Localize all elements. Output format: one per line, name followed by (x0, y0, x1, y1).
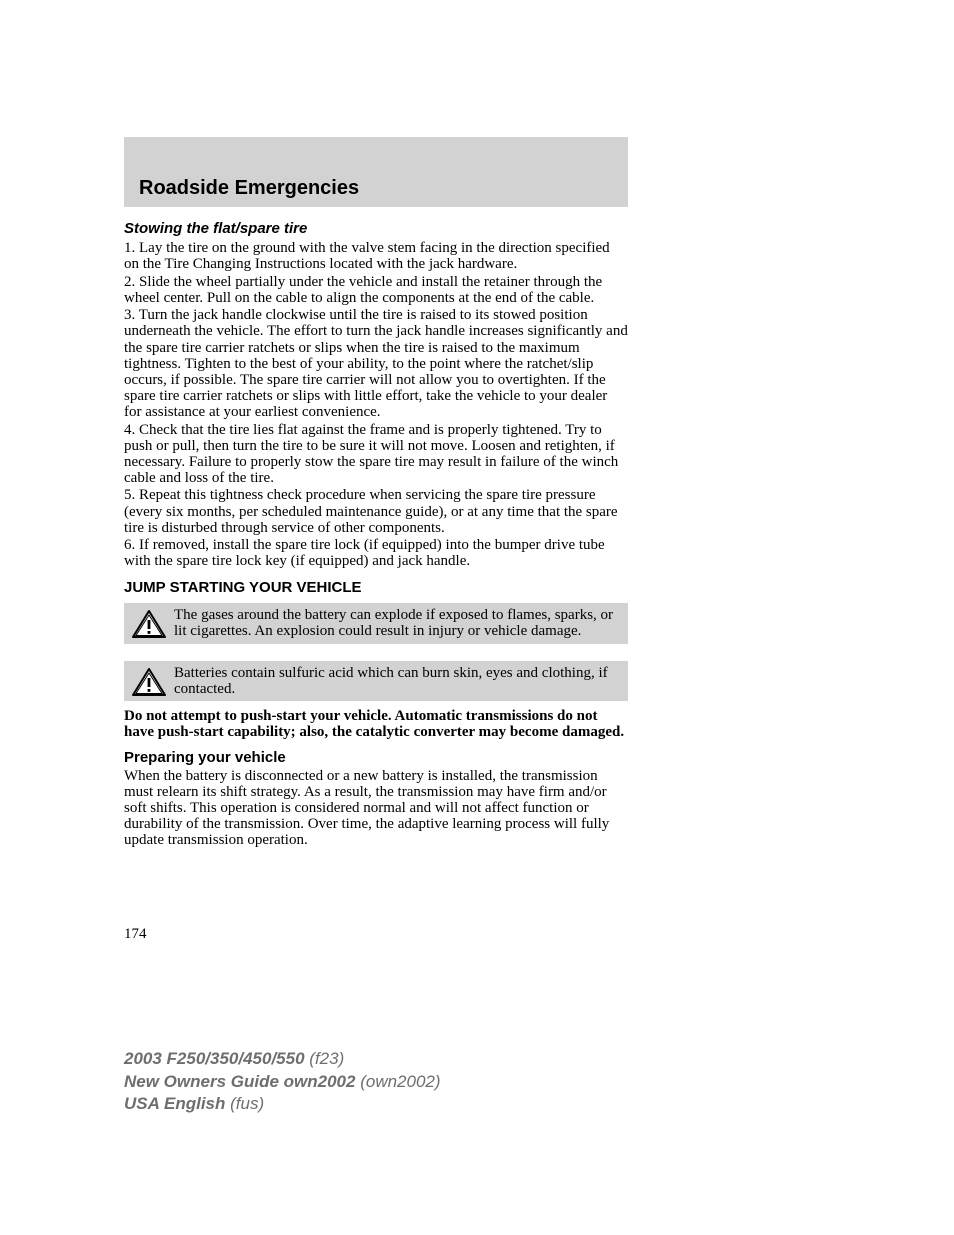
footer-language-code: (fus) (230, 1094, 265, 1113)
stowing-step: 3. Turn the jack handle clockwise until the tire is raised to its stowed position underneath the vehicle. The effort to turn the jack handle increases significantly and the spare tire carrier ratchets or slips when the tire is raised to the maximum tightness. Tighten to the best of your ability, to the point where the ratchet/slip occurs, if possible. The spare tire carrier will not allow you to overtighten. If the spare tire carrier ratchets or slips with little effort, take the vehicle to your dealer for assistance at your earliest convenience. (124, 307, 628, 420)
warning-box (124, 661, 628, 701)
page-content (124, 220, 628, 848)
page-number: 174 (124, 926, 147, 942)
footer-guide-code: (own2002) (360, 1071, 441, 1091)
stowing-step: 5. Repeat this tightness check procedure when servicing the spare tire pressure (every six months, per scheduled maintenance guide), or at any time that the spare tire is disturbed through service of other components. (124, 487, 618, 536)
warning-text: Batteries contain sulfuric acid which can burn skin, eyes and clothing, if contacted. (174, 664, 608, 697)
section-title: Roadside Emergencies (139, 177, 360, 199)
footer-line (124, 1093, 441, 1116)
stowing-step: 1. Lay the tire on the ground with the valve stem facing in the direction specified on the Tire Changing Instructions located with the jack hardware. (124, 240, 610, 273)
document-footer (124, 1048, 441, 1116)
footer-language: USA English (124, 1094, 226, 1113)
footer-model: 2003 F250/350/450/550 (124, 1049, 305, 1068)
footer-guide: New Owners Guide own2002 (124, 1071, 356, 1091)
warning-text: The gases around the battery can explode if exposed to flames, sparks, or lit cigarettes. An explosion could result in injury or vehicle damage. (174, 607, 614, 640)
preparing-text: When the battery is disconnected or a new battery is installed, the transmission must relearn its shift strategy. As a result, the transmission may have firm and/or soft shifts. This operation is considered normal and will not affect function or durability of the transmission. Over time, the adaptive learning process will fully update transmission operation. (124, 767, 610, 849)
footer-model-code: (f23) (309, 1049, 345, 1068)
stowing-step: 4. Check that the tire lies flat against the frame and is properly tightened. Try to push or pull, then turn the tire to be sure it will not move. Loosen and retighten, if necessary. Failure to properly stow the spare tire may result in failure of the winch cable and loss of the tire. (124, 421, 619, 486)
stowing-step: 6. If removed, install the spare tire lock (if equipped) into the bumper drive tube with the spare tire lock key (if equipped) and jack handle. (124, 537, 605, 570)
warning-triangle-icon (131, 667, 167, 697)
preparing-heading: Preparing your vehicle (124, 748, 286, 766)
push-start-note: Do not attempt to push-start your vehicle. Automatic transmissions do not have push-start capability; also, the catalytic converter may become damaged. (124, 707, 625, 741)
warning-triangle-icon (131, 609, 167, 639)
stowing-heading: Stowing the flat/spare tire (124, 220, 308, 237)
stowing-step: 2. Slide the wheel partially under the vehicle and install the retainer through the wheel center. Pull on the cable to align the components at the end of the cable. (124, 273, 603, 306)
warning-box (124, 603, 628, 643)
footer-line (124, 1048, 441, 1071)
footer-line (124, 1071, 441, 1094)
jump-starting-heading: JUMP STARTING YOUR VEHICLE (124, 579, 362, 597)
